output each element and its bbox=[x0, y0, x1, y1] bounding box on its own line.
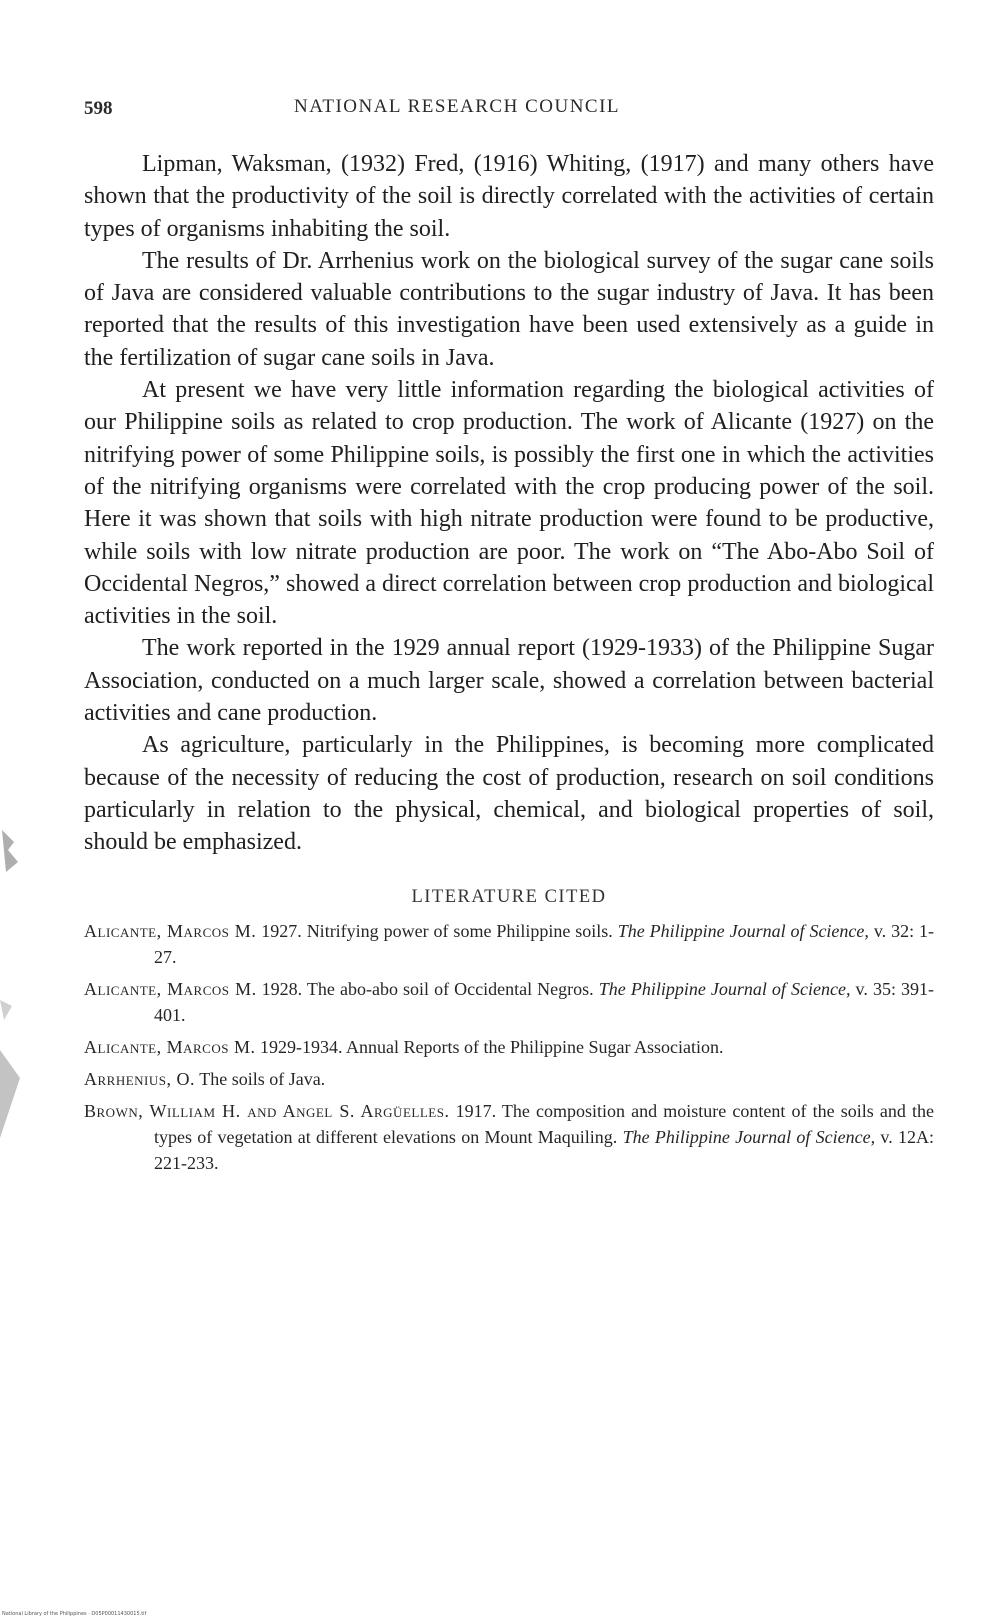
library-scan-stamp: National Library of the Philippines · D05P00011430015.tif bbox=[2, 1611, 147, 1617]
reference-journal: The Philippine Journal of Science, bbox=[622, 1126, 876, 1147]
reference-title: The composition and moisture content of the soils and the types of vegetation at different elevations on Mount Maquiling. bbox=[154, 1100, 934, 1147]
paragraph: The results of Dr. Arrhenius work on the biological survey of the sugar cane soils of Java are considered valuable contributions to the sugar industry of Java. It has been reported that the results of this investigation have been used extensively as a guide in the fertilization of sugar cane soils in Java. bbox=[84, 247, 934, 371]
reference-year: 1917. bbox=[455, 1100, 497, 1121]
journal-page bbox=[84, 92, 934, 1182]
reference-title: The abo-abo soil of Occidental Negros. bbox=[306, 978, 594, 999]
reference-entry bbox=[84, 1098, 934, 1176]
literature-cited-heading: LITERATURE CITED bbox=[411, 886, 607, 907]
body-text bbox=[84, 148, 934, 859]
reference-year: 1927. bbox=[261, 920, 302, 941]
scan-edge-artifact bbox=[0, 820, 24, 1150]
reference-citation: v. 12A: 221-233. bbox=[154, 1126, 934, 1173]
page-number: 598 bbox=[84, 98, 113, 119]
reference-year: 1928. bbox=[261, 978, 303, 999]
reference-journal: The Philippine Journal of Science, bbox=[598, 978, 851, 999]
reference-entry bbox=[84, 976, 934, 1028]
reference-author: Brown, William H. and Angel S. Argüelles. bbox=[84, 1100, 450, 1121]
reference-author: Alicante, Marcos M. bbox=[84, 920, 257, 941]
reference-entry bbox=[84, 1066, 934, 1092]
reference-citation: v. 32: 1-27. bbox=[154, 920, 935, 967]
reference-author: Arrhenius, O. bbox=[84, 1068, 196, 1089]
reference-title: Nitrifying power of some Philippine soils. bbox=[306, 920, 613, 941]
reference-title: The soils of Java. bbox=[199, 1068, 326, 1089]
reference-author: Alicante, Marcos M. bbox=[84, 1036, 256, 1057]
reference-journal: The Philippine Journal of Science, bbox=[617, 920, 869, 941]
reference-title: Annual Reports of the Philippine Sugar Association. bbox=[345, 1036, 724, 1057]
reference-author: Alicante, Marcos M. bbox=[84, 978, 257, 999]
running-title: NATIONAL RESEARCH COUNCIL bbox=[294, 96, 621, 117]
paragraph: The work reported in the 1929 annual report (1929-1933) of the Philippine Sugar Association, conducted on a much larger scale, showed a correlation between bacterial activities and cane production. bbox=[84, 635, 934, 727]
reference-list bbox=[84, 918, 934, 1176]
reference-entry bbox=[84, 918, 934, 970]
reference-year: 1929-1934. bbox=[259, 1036, 343, 1057]
paragraph: As agriculture, particularly in the Philippines, is becoming more complicated because of the necessity of reducing the cost of production, research on soil conditions particularly in relation to the physical, chemical, and biological properties of soil, should be emphasized. bbox=[84, 732, 934, 856]
paragraph: At present we have very little information regarding the biological activities of our Philippine soils as related to crop production. The work of Alicante (1927) on the nitrifying power of some Philippine soils, is possibly the first one in which the activities of the nitrifying organisms were correlated with the crop producing power of the soil. Here it was shown that soils with high nitrate production were found to be productive, while soils with low nitrate production are poor. The work on “The Abo-Abo Soil of Occidental Negros,” showed a direct correlation between crop production and biological activities in the soil. bbox=[84, 377, 934, 630]
reference-citation: v. 35: 391-401. bbox=[154, 978, 935, 1025]
running-head bbox=[84, 92, 934, 126]
paragraph: Lipman, Waksman, (1932) Fred, (1916) Whiting, (1917) and many others have shown that the productivity of the soil is directly correlated with the activities of certain types of organisms inhabiting the soil. bbox=[84, 151, 934, 242]
reference-entry bbox=[84, 1034, 934, 1060]
